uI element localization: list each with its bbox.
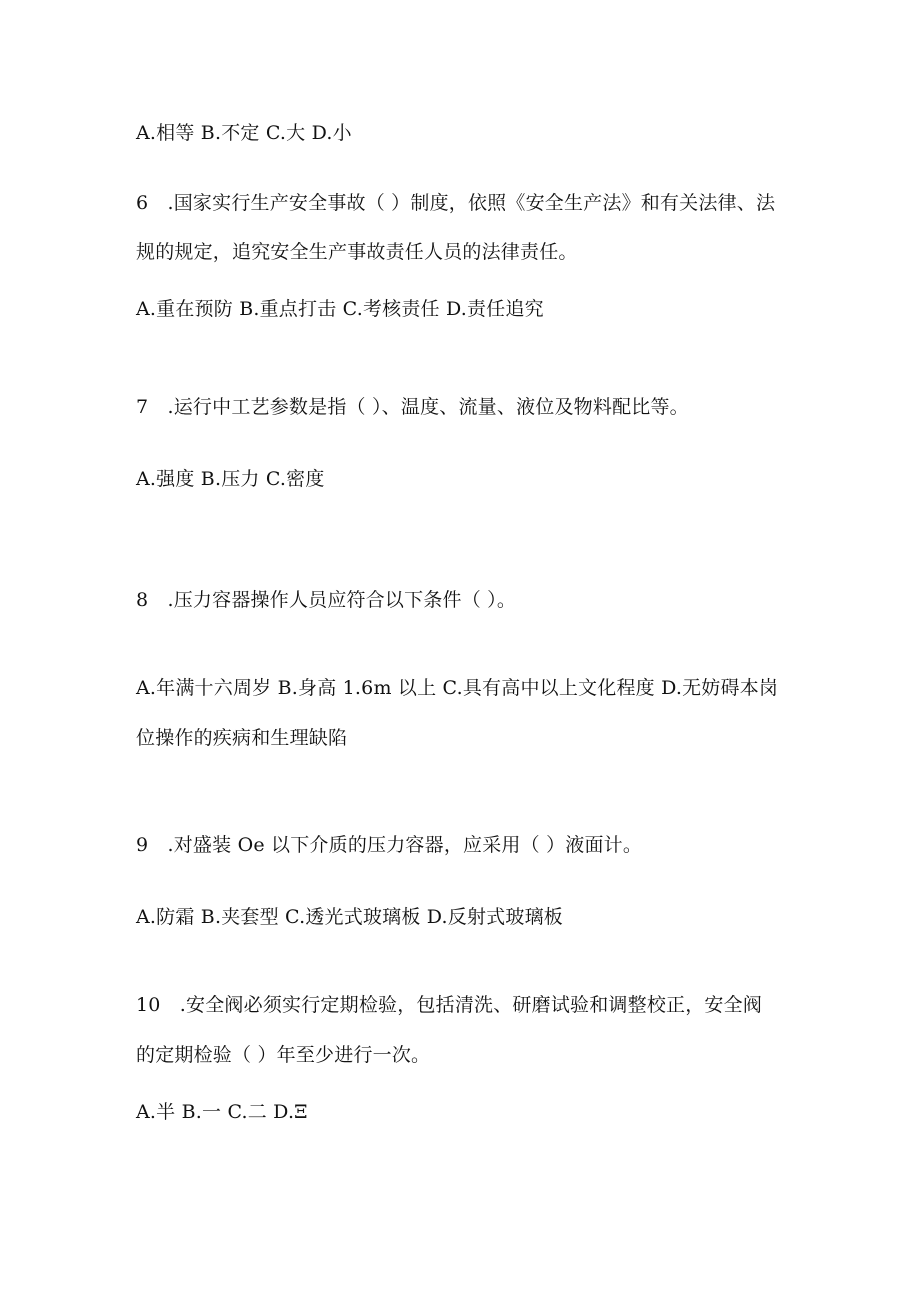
q10-stem-line2: 的定期检验（ ）年至少进行一次。: [136, 1044, 431, 1066]
q9-stem: 9 .对盛装 Oe 以下介质的压力容器，应采用（ ）液面计。: [136, 834, 643, 856]
q8-options-line2: 位操作的疾病和生理缺陷: [136, 727, 348, 749]
q10-stem-line1: 10 .安全阀必须实行定期检验，包括清洗、研磨试验和调整校正，安全阀: [136, 994, 763, 1016]
q10-options: A.半 B.一 C.二 D.Ξ: [136, 1101, 308, 1123]
q6-stem-line1: 6 .国家实行生产安全事故（ ）制度，依照《安全生产法》和有关法律、法: [136, 192, 776, 214]
q6-stem-line2: 规的规定，追究安全生产事故责任人员的法律责任。: [136, 241, 578, 263]
q5-options: A.相等 B.不定 C.大 D.小: [136, 122, 352, 144]
q9-options: A.防霜 B.夹套型 C.透光式玻璃板 D.反射式玻璃板: [136, 906, 563, 928]
q7-options: A.强度 B.压力 C.密度: [136, 468, 325, 490]
q7-stem: 7 .运行中工艺参数是指（ ）、温度、流量、液位及物料配比等。: [136, 396, 689, 418]
q8-options-line1: A.年满十六周岁 B.身高 1.6m 以上 C.具有高中以上文化程度 D.无妨碍本岗: [136, 677, 779, 699]
q8-stem: 8 .压力容器操作人员应符合以下条件（ ）。: [136, 589, 517, 611]
q6-options: A.重在预防 B.重点打击 C.考核责任 D.责任追究: [136, 298, 544, 320]
